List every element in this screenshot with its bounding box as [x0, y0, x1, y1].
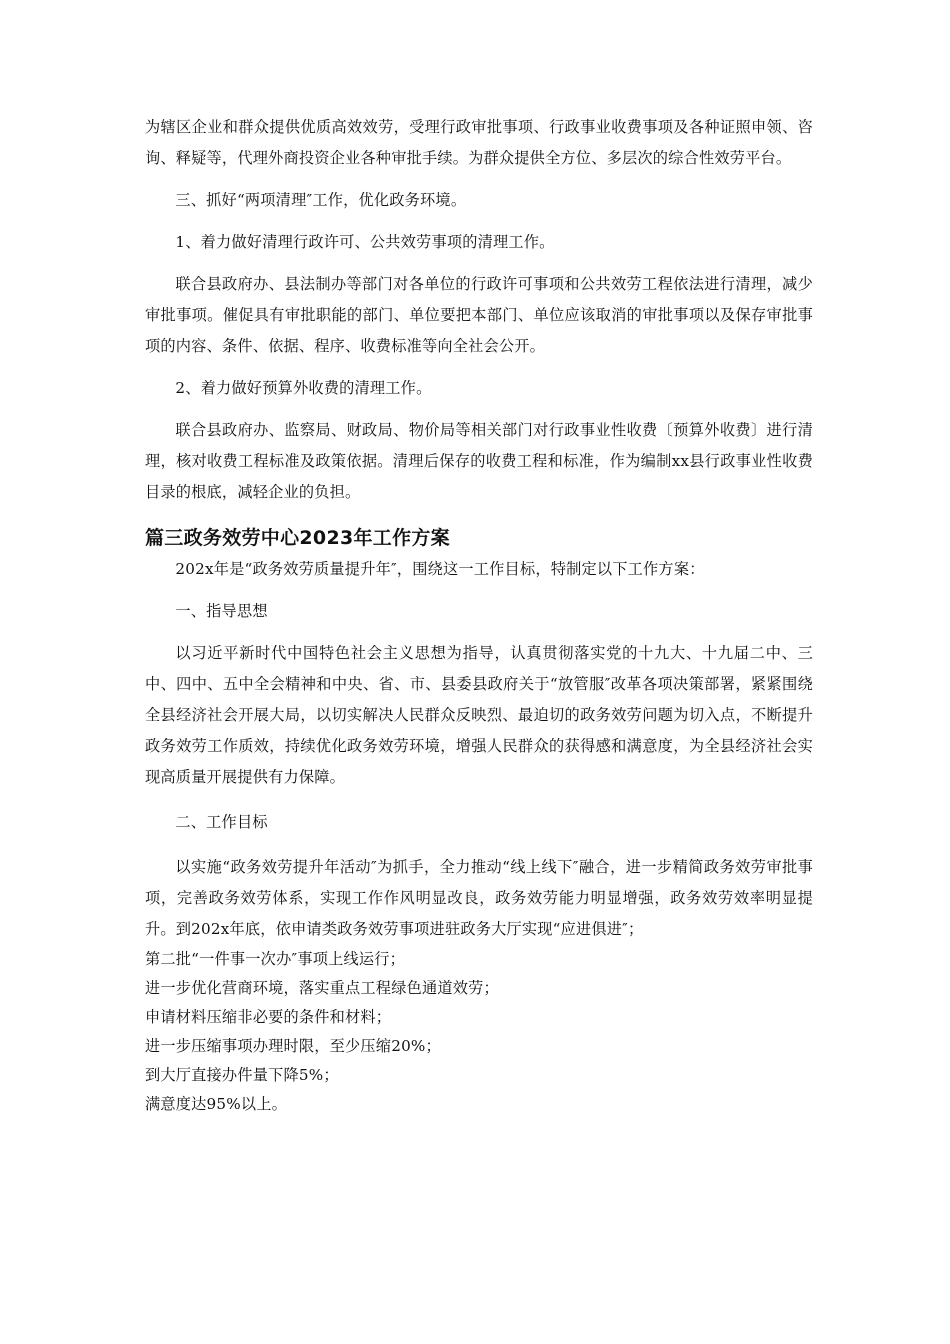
paragraph-goals: 以实施“政务效劳提升年活动″为抓手，全力推动“线上线下″融合，进一步精简政务效劳审批事项，完善政务效劳体系，实现工作作风明显改良，政务效劳能力明显增强，政务效劳效率明显提升。到202x年底，依申请类政务效劳事项进驻政务大厅实现“应进俱进″；: [145, 858, 813, 938]
document-page: [145, 112, 813, 1119]
goals-list: [145, 945, 813, 1119]
section-heading: 篇三政务效劳中心2023年工作方案: [145, 527, 450, 549]
list-item: 进一步优化营商环境，落实重点工程绿色通道效劳；: [145, 979, 499, 997]
paragraph-fee-cleanup: 联合县政府办、监察局、财政局、物价局等相关部门对行政事业性收费〔预算外收费〕进行清理，核对收费工程标准及政策依据。清理后保存的收费工程和标准，作为编制xx县行政事业性收费目录的根底，减轻企业的负担。: [145, 421, 813, 501]
list-item: 到大厅直接办件量下降5%；: [145, 1066, 339, 1084]
list-item: 进一步压缩事项办理时限，至少压缩20%；: [145, 1037, 441, 1055]
paragraph-service-platform: 为辖区企业和群众提供优质高效效劳，受理行政审批事项、行政事业收费事项及各种证照申领、咨询、释疑等，代理外商投资企业各种审批手续。为群众提供全方位、多层次的综合性效劳平台。: [145, 118, 813, 167]
paragraph-goals-title: 二、工作目标: [175, 813, 268, 831]
list-item: 申请材料压缩非必要的条件和材料；: [145, 1008, 392, 1026]
paragraph-item-1: 1、着力做好清理行政许可、公共效劳事项的清理工作。: [175, 233, 555, 251]
paragraph-guiding-thought: 以习近平新时代中国特色社会主义思想为指导，认真贯彻落实党的十九大、十九届二中、三中、四中、五中全会精神和中央、省、市、县委县政府关于“放管服″改革各项决策部署，紧紧围绕全县经济社会开展大局，以切实解决人民群众反映烈、最迫切的政务效劳问题为切入点，不断提升政务效劳工作质效，持续优化政务效劳环境，增强人民群众的获得感和满意度，为全县经济社会实现高质量开展提供有力保障。: [145, 644, 813, 786]
paragraph-guiding-thought-title: 一、指导思想: [175, 602, 268, 620]
list-item: 满意度达95%以上。: [145, 1095, 288, 1113]
paragraph-two-cleanups: 三、抓好“两项清理″工作，优化政务环境。: [175, 191, 467, 209]
paragraph-item-2: 2、着力做好预算外收费的清理工作。: [175, 379, 432, 397]
list-item: 第二批“一件事一次办″事项上线运行；: [145, 950, 406, 968]
paragraph-plan-intro: 202x年是“政务效劳质量提升年″，围绕这一工作目标，特制定以下工作方案：: [175, 560, 705, 578]
paragraph-licensing-cleanup: 联合县政府办、县法制办等部门对各单位的行政许可事项和公共效劳工程依法进行清理，减少审批事项。催促具有审批职能的部门、单位要把本部门、单位应该取消的审批事项以及保存审批事项的内容、条件、依据、程序、收费标准等向全社会公开。: [145, 275, 813, 355]
